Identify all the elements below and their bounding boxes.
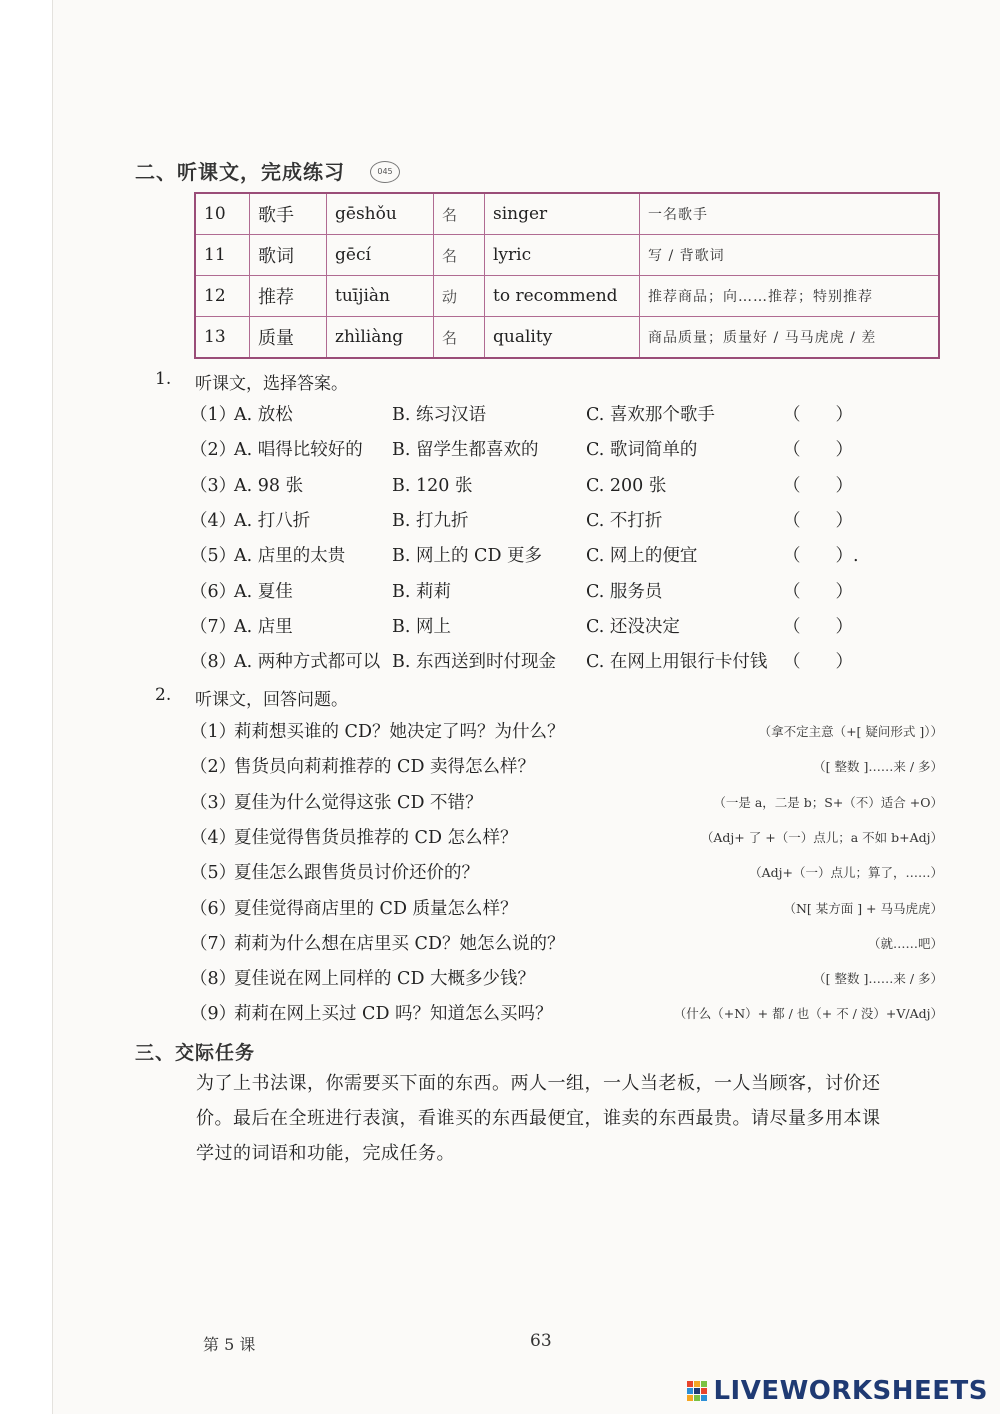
- choice-c: C. 不打折: [586, 510, 663, 531]
- grammar-hint: （[ 整数 ]……来 / 多）: [813, 759, 943, 775]
- vocab-english: to recommend: [485, 276, 640, 317]
- answer-blank[interactable]: （ ）: [783, 440, 853, 461]
- question-label: （2）: [190, 757, 237, 778]
- vocab-hanzi: 歌手: [250, 193, 327, 235]
- vocab-num: 13: [195, 317, 250, 359]
- choice-b: B. 网上: [392, 616, 451, 637]
- exercise-2-title: 听课文，回答问题。: [195, 690, 348, 710]
- question-text: 莉莉为什么想在店里买 CD？她怎么说的？: [234, 933, 565, 954]
- vocab-pinyin: zhìliàng: [327, 317, 434, 359]
- answer-blank[interactable]: （ ）: [783, 581, 853, 602]
- choice-a: A. 夏佳: [234, 581, 293, 602]
- question-text: 夏佳怎么跟售货员讨价还价的？: [234, 863, 479, 884]
- choice-b: B. 留学生都喜欢的: [392, 440, 539, 461]
- logo-square: [687, 1395, 693, 1401]
- question-text: 夏佳说在网上同样的 CD 大概多少钱？: [234, 969, 536, 990]
- vocab-example: 一名歌手: [640, 193, 940, 235]
- question-label: （9）: [190, 1004, 237, 1025]
- question-label: （7）: [190, 933, 237, 954]
- question-text: 夏佳觉得售货员推荐的 CD 怎么样？: [234, 827, 518, 848]
- vocab-pos: 名: [434, 193, 485, 235]
- choice-c: C. 歌词简单的: [586, 440, 698, 461]
- answer-blank[interactable]: （ ）: [783, 405, 853, 425]
- choice-a: A. 店里: [234, 616, 293, 637]
- paragraph-line: 为了上书法课，你需要买下面的东西。两人一组，一人当老板，一人当顾客，讨价还: [196, 1073, 881, 1094]
- logo-square: [701, 1388, 707, 1394]
- logo-square: [694, 1381, 700, 1387]
- vocab-row: [195, 317, 939, 359]
- question-text: 夏佳觉得商店里的 CD 质量怎么样？: [234, 898, 518, 919]
- answer-blank[interactable]: （ ）: [783, 475, 853, 496]
- choice-b: B. 120 张: [392, 475, 473, 496]
- question-label: （3）: [190, 792, 237, 813]
- logo-square: [701, 1381, 707, 1387]
- choice-a: A. 两种方式都可以: [234, 652, 381, 673]
- paragraph-line: 价。最后在全班进行表演，看谁买的东西最便宜，谁卖的东西最贵。请尽量多用本课: [196, 1108, 881, 1129]
- choice-a: A. 店里的太贵: [234, 546, 346, 567]
- vocab-num: 11: [195, 235, 250, 276]
- question-text: 售货员向莉莉推荐的 CD 卖得怎么样？: [234, 757, 536, 778]
- choice-a: A. 放松: [234, 405, 293, 425]
- exercise-2-number: 2.: [155, 685, 172, 705]
- choice-c: C. 还没决定: [586, 616, 680, 637]
- answer-blank[interactable]: （ ）: [783, 510, 853, 531]
- choice-b: B. 莉莉: [392, 581, 451, 602]
- section-2-title: 二、听课文，完成练习: [135, 160, 345, 184]
- grammar-hint: （什么（+N）+ 都 / 也（+ 不 / 没）+V/Adj）: [673, 1006, 943, 1022]
- choice-label: （7）: [190, 616, 237, 637]
- question-text: 莉莉在网上买过 CD 吗？知道怎么买吗？: [234, 1004, 553, 1025]
- choice-c: C. 网上的便宜: [586, 546, 698, 567]
- exercise-1-title: 听课文，选择答案。: [195, 374, 348, 394]
- choice-c: C. 喜欢那个歌手: [586, 405, 715, 425]
- audio-track-badge: 045: [370, 161, 400, 183]
- answer-blank[interactable]: （ ）.: [783, 546, 859, 567]
- choice-c: C. 在网上用银行卡付钱: [586, 652, 768, 673]
- logo-square: [694, 1395, 700, 1401]
- liveworksheets-logo-icon: [687, 1381, 707, 1401]
- vocab-example: 推荐商品；向……推荐；特别推荐: [640, 276, 940, 317]
- vocab-pos: 名: [434, 235, 485, 276]
- choice-b: B. 练习汉语: [392, 405, 486, 425]
- vocab-pos: 动: [434, 276, 485, 317]
- choice-label: （2）: [190, 440, 237, 461]
- answer-blank[interactable]: （ ）: [783, 616, 853, 637]
- vocab-hanzi: 推荐: [250, 276, 327, 317]
- vocab-pinyin: tuījiàn: [327, 276, 434, 317]
- vocab-pinyin: gēshǒu: [327, 193, 434, 235]
- grammar-hint: （Adj+ 了 +（一）点儿；a 不如 b+Adj）: [700, 829, 943, 845]
- section-3-title: 三、交际任务: [135, 1042, 256, 1064]
- grammar-hint: （[ 整数 ]……来 / 多）: [813, 971, 943, 987]
- logo-square: [694, 1388, 700, 1394]
- question-label: （8）: [190, 969, 237, 990]
- vocab-num: 12: [195, 276, 250, 317]
- vocab-pos: 名: [434, 317, 485, 359]
- question-label: （5）: [190, 863, 237, 884]
- grammar-hint: （N[ 某方面 ] + 马马虎虎）: [783, 900, 943, 916]
- choice-label: （1）: [190, 405, 237, 425]
- choice-b: B. 网上的 CD 更多: [392, 546, 543, 567]
- choice-a: A. 唱得比较好的: [234, 440, 363, 461]
- vocab-hanzi: 质量: [250, 317, 327, 359]
- exercise-1-number: 1.: [155, 369, 172, 389]
- question-label: （4）: [190, 827, 237, 848]
- vocab-num: 10: [195, 193, 250, 235]
- choice-c: C. 服务员: [586, 581, 663, 602]
- question-label: （1）: [190, 722, 237, 742]
- vocab-english: singer: [485, 193, 640, 235]
- question-text: 夏佳为什么觉得这张 CD 不错？: [234, 792, 483, 813]
- choice-label: （3）: [190, 475, 237, 496]
- choice-b: B. 东西送到时付现金: [392, 652, 556, 673]
- logo-square: [687, 1381, 693, 1387]
- vocab-example: 商品质量；质量好 / 马马虎虎 / 差: [640, 317, 940, 359]
- liveworksheets-watermark[interactable]: [687, 1376, 988, 1406]
- grammar-hint: （一是 a，二是 b；S+（不）适合 +O）: [713, 794, 943, 810]
- question-text: 莉莉想买谁的 CD？她决定了吗？为什么？: [234, 722, 565, 742]
- choice-label: （5）: [190, 546, 237, 567]
- choice-label: （6）: [190, 581, 237, 602]
- vocab-english: quality: [485, 317, 640, 359]
- choice-a: A. 98 张: [234, 475, 304, 496]
- vocab-row: [195, 193, 939, 235]
- vocab-english: lyric: [485, 235, 640, 276]
- vocab-pinyin: gēcí: [327, 235, 434, 276]
- vocab-example: 写 / 背歌词: [640, 235, 940, 276]
- lesson-label: 第 5 课: [203, 1335, 256, 1354]
- choice-label: （4）: [190, 510, 237, 531]
- vocabulary-table: [194, 192, 940, 359]
- choice-a: A. 打八折: [234, 510, 311, 531]
- choice-c: C. 200 张: [586, 475, 667, 496]
- choice-label: （8）: [190, 652, 237, 673]
- grammar-hint: （拿不定主意（+[ 疑问形式 ]））: [758, 724, 943, 739]
- question-label: （6）: [190, 898, 237, 919]
- choice-b: B. 打九折: [392, 510, 469, 531]
- page-number: 63: [530, 1331, 552, 1351]
- liveworksheets-text: LIVEWORKSHEETS: [713, 1376, 988, 1406]
- grammar-hint: （Adj+（一）点儿；算了，……）: [749, 865, 943, 881]
- vocab-hanzi: 歌词: [250, 235, 327, 276]
- answer-blank[interactable]: （ ）: [783, 652, 853, 673]
- paragraph-line: 学过的词语和功能，完成任务。: [196, 1143, 455, 1164]
- vocab-row: [195, 235, 939, 276]
- grammar-hint: （就……吧）: [867, 935, 943, 951]
- logo-square: [687, 1388, 693, 1394]
- vocab-row: [195, 276, 939, 317]
- logo-square: [701, 1395, 707, 1401]
